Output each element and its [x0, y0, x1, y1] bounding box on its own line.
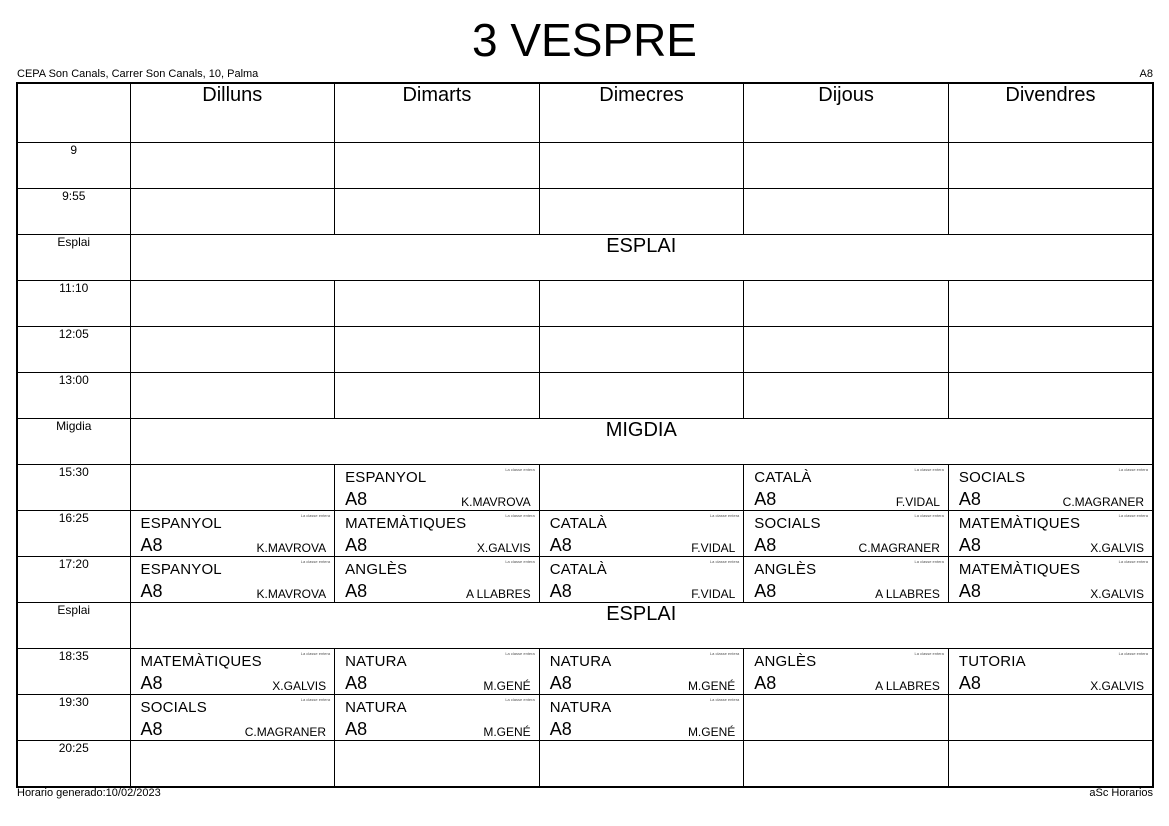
lesson-room: A8 — [549, 535, 572, 555]
lesson-room: A8 — [345, 673, 368, 693]
empty-cell — [948, 741, 1153, 788]
empty-cell — [539, 143, 744, 189]
lesson-cell — [335, 649, 540, 695]
empty-cell — [744, 189, 949, 235]
lesson-group: La classe entera — [1118, 651, 1148, 656]
empty-cell — [948, 695, 1153, 741]
lesson-subject: NATURA — [345, 653, 407, 670]
period-label: 12:05 — [17, 327, 130, 373]
lesson-room: A8 — [549, 581, 572, 601]
period-label: 19:30 — [17, 695, 130, 741]
period-label: 9:55 — [17, 189, 130, 235]
lesson-card — [540, 557, 744, 602]
lesson-teacher: K.MAVROVA — [461, 495, 531, 509]
lesson-room: A8 — [140, 535, 163, 555]
lesson-subject: NATURA — [549, 699, 612, 716]
lesson-card — [744, 465, 948, 510]
lesson-card — [335, 511, 539, 556]
lesson-subject: ANGLÈS — [345, 561, 408, 578]
empty-cell — [948, 281, 1153, 327]
timetable-header-row — [17, 83, 1153, 143]
lesson-cell — [948, 511, 1153, 557]
lesson-group: La classe entera — [914, 513, 944, 518]
lesson-teacher: F.VIDAL — [691, 541, 736, 555]
room-code: A8 — [1139, 68, 1153, 80]
empty-cell — [744, 741, 949, 788]
lesson-group: La classe entera — [709, 559, 740, 564]
lesson-group: La classe entera — [300, 697, 331, 702]
lesson-card — [949, 465, 1152, 510]
empty-cell — [744, 695, 949, 741]
empty-cell — [948, 373, 1153, 419]
lesson-teacher: C.MAGRANER — [1062, 495, 1144, 509]
lesson-cell — [539, 649, 744, 695]
lesson-card — [949, 649, 1152, 694]
lesson-cell — [539, 511, 744, 557]
lesson-group: La classe entera — [709, 651, 740, 656]
lesson-group: La classe entera — [505, 513, 535, 518]
lesson-room: A8 — [754, 673, 777, 693]
lesson-teacher: A LLABRES — [875, 587, 940, 601]
empty-cell — [744, 373, 949, 419]
lesson-room: A8 — [140, 719, 163, 739]
lesson-teacher: M.GENÉ — [687, 725, 736, 739]
lesson-group: La classe entera — [300, 651, 331, 656]
timetable-body — [17, 143, 1153, 788]
timetable-row — [17, 419, 1153, 465]
break-cell: MIGDIA — [130, 419, 1153, 465]
period-label: Migdia — [17, 419, 130, 465]
empty-cell — [130, 465, 335, 511]
lesson-card — [949, 557, 1152, 602]
empty-cell — [744, 143, 949, 189]
lesson-card — [540, 695, 744, 740]
lesson-cell — [948, 649, 1153, 695]
lesson-card — [335, 465, 539, 510]
software-credit: aSc Horarios — [1089, 787, 1153, 799]
period-label: 9 — [17, 143, 130, 189]
empty-cell — [335, 143, 540, 189]
timetable-row — [17, 327, 1153, 373]
lesson-subject: SOCIALS — [958, 469, 1026, 486]
lesson-subject: MATEMÀTIQUES — [958, 515, 1081, 532]
day-header: Dimecres — [539, 83, 744, 143]
lesson-card — [335, 557, 539, 602]
lesson-room: A8 — [754, 489, 777, 509]
lesson-teacher: X.GALVIS — [1090, 541, 1144, 555]
lesson-room: A8 — [140, 673, 163, 693]
lesson-room: A8 — [549, 719, 572, 739]
timetable-row — [17, 695, 1153, 741]
school-address: CEPA Son Canals, Carrer Son Canals, 10, Palma — [17, 68, 259, 80]
empty-cell — [539, 281, 744, 327]
timetable-row — [17, 235, 1153, 281]
generated-date: Horario generado:10/02/2023 — [17, 787, 161, 799]
day-header: Dimarts — [335, 83, 540, 143]
lesson-room: A8 — [549, 673, 572, 693]
lesson-subject: ESPANYOL — [140, 561, 222, 578]
timetable-row — [17, 649, 1153, 695]
lesson-subject: TUTORIA — [958, 653, 1026, 670]
lesson-room: A8 — [345, 535, 368, 555]
lesson-cell — [744, 649, 949, 695]
timetable-row — [17, 603, 1153, 649]
lesson-card — [131, 511, 335, 556]
lesson-cell — [539, 695, 744, 741]
empty-cell — [948, 189, 1153, 235]
lesson-subject: SOCIALS — [754, 515, 821, 532]
lesson-group: La classe entera — [1118, 513, 1148, 518]
lesson-teacher: M.GENÉ — [687, 679, 736, 693]
lesson-subject: MATEMÀTIQUES — [140, 653, 262, 670]
lesson-cell — [130, 511, 335, 557]
lesson-subject: CATALÀ — [549, 515, 608, 532]
lesson-cell — [335, 695, 540, 741]
empty-cell — [539, 465, 744, 511]
lesson-subject: CATALÀ — [754, 469, 812, 486]
lesson-room: A8 — [958, 535, 981, 555]
lesson-teacher: M.GENÉ — [483, 679, 531, 693]
lesson-cell — [335, 557, 540, 603]
lesson-group: La classe entera — [505, 467, 535, 472]
empty-cell — [539, 327, 744, 373]
lesson-teacher: A LLABRES — [875, 679, 940, 693]
period-label: 16:25 — [17, 511, 130, 557]
empty-cell — [130, 741, 335, 788]
lesson-group: La classe entera — [300, 559, 331, 564]
lesson-cell — [539, 557, 744, 603]
empty-cell — [130, 281, 335, 327]
timetable-row — [17, 557, 1153, 603]
lesson-room: A8 — [345, 581, 368, 601]
lesson-group: La classe entera — [709, 513, 740, 518]
lesson-teacher: F.VIDAL — [691, 587, 736, 601]
empty-cell — [539, 373, 744, 419]
lesson-card — [744, 649, 948, 694]
lesson-teacher: K.MAVROVA — [256, 587, 327, 601]
lesson-room: A8 — [958, 581, 981, 601]
lesson-card — [335, 649, 539, 694]
lesson-cell — [744, 465, 949, 511]
lesson-group: La classe entera — [914, 559, 944, 564]
period-label: 11:10 — [17, 281, 130, 327]
empty-cell — [335, 189, 540, 235]
break-cell: ESPLAI — [130, 235, 1153, 281]
timetable-row — [17, 741, 1153, 788]
lesson-subject: ESPANYOL — [140, 515, 222, 532]
lesson-cell — [130, 695, 335, 741]
lesson-subject: ANGLÈS — [754, 561, 817, 578]
timetable-row — [17, 281, 1153, 327]
lesson-group: La classe entera — [709, 697, 740, 702]
empty-cell — [335, 741, 540, 788]
lesson-room: A8 — [958, 673, 981, 693]
page-title: 3 VESPRE — [472, 14, 697, 66]
lesson-card — [949, 511, 1152, 556]
empty-cell — [335, 281, 540, 327]
empty-cell — [335, 373, 540, 419]
lesson-cell — [130, 649, 335, 695]
lesson-card — [131, 695, 335, 740]
lesson-cell — [744, 557, 949, 603]
lesson-cell — [948, 465, 1153, 511]
lesson-card — [131, 557, 335, 602]
lesson-room: A8 — [958, 489, 981, 509]
lesson-subject: CATALÀ — [549, 561, 608, 578]
lesson-group: La classe entera — [505, 697, 535, 702]
lesson-subject: MATEMÀTIQUES — [958, 561, 1081, 578]
lesson-cell — [744, 511, 949, 557]
lesson-room: A8 — [754, 535, 777, 555]
lesson-room: A8 — [345, 489, 368, 509]
empty-cell — [130, 189, 335, 235]
lesson-teacher: X.GALVIS — [1090, 679, 1144, 693]
lesson-room: A8 — [345, 719, 368, 739]
empty-cell — [948, 327, 1153, 373]
lesson-teacher: F.VIDAL — [895, 495, 940, 509]
empty-cell — [539, 189, 744, 235]
lesson-teacher: K.MAVROVA — [256, 541, 327, 555]
break-cell: ESPLAI — [130, 603, 1153, 649]
lesson-teacher: C.MAGRANER — [858, 541, 940, 555]
empty-cell — [335, 327, 540, 373]
corner-cell — [17, 83, 130, 143]
day-header: Dijous — [744, 83, 949, 143]
period-label: 13:00 — [17, 373, 130, 419]
lesson-room: A8 — [754, 581, 777, 601]
empty-cell — [948, 143, 1153, 189]
lesson-card — [744, 511, 948, 556]
lesson-cell — [335, 511, 540, 557]
lesson-card — [335, 695, 539, 740]
lesson-card — [131, 649, 335, 694]
lesson-cell — [335, 465, 540, 511]
lesson-group: La classe entera — [914, 651, 944, 656]
lesson-room: A8 — [140, 581, 163, 601]
period-label: Esplai — [17, 235, 130, 281]
lesson-teacher: C.MAGRANER — [244, 725, 327, 739]
lesson-group: La classe entera — [1118, 559, 1148, 564]
lesson-cell — [130, 557, 335, 603]
lesson-subject: ESPANYOL — [345, 469, 427, 486]
timetable-row — [17, 465, 1153, 511]
timetable-row — [17, 143, 1153, 189]
lesson-card — [744, 557, 948, 602]
timetable-row — [17, 373, 1153, 419]
lesson-subject: SOCIALS — [140, 699, 207, 716]
lesson-subject: ANGLÈS — [754, 653, 817, 670]
empty-cell — [130, 143, 335, 189]
empty-cell — [539, 741, 744, 788]
lesson-group: La classe entera — [505, 651, 535, 656]
lesson-cell — [948, 557, 1153, 603]
timetable-row — [17, 189, 1153, 235]
lesson-card — [540, 649, 744, 694]
lesson-teacher: A LLABRES — [465, 587, 531, 601]
lesson-teacher: X.GALVIS — [476, 541, 531, 555]
period-label: 17:20 — [17, 557, 130, 603]
lesson-subject: NATURA — [549, 653, 612, 670]
empty-cell — [744, 281, 949, 327]
lesson-group: La classe entera — [914, 467, 944, 472]
empty-cell — [130, 373, 335, 419]
period-label: Esplai — [17, 603, 130, 649]
lesson-subject: NATURA — [345, 699, 407, 716]
lesson-group: La classe entera — [1118, 467, 1148, 472]
day-header: Divendres — [948, 83, 1153, 143]
day-header: Dilluns — [130, 83, 335, 143]
empty-cell — [130, 327, 335, 373]
lesson-card — [540, 511, 744, 556]
lesson-teacher: X.GALVIS — [1090, 587, 1144, 601]
lesson-group: La classe entera — [505, 559, 535, 564]
period-label: 15:30 — [17, 465, 130, 511]
timetable — [16, 82, 1154, 788]
empty-cell — [744, 327, 949, 373]
timetable-row — [17, 511, 1153, 557]
lesson-subject: MATEMÀTIQUES — [345, 515, 467, 532]
lesson-teacher: X.GALVIS — [272, 679, 327, 693]
lesson-group: La classe entera — [300, 513, 331, 518]
period-label: 18:35 — [17, 649, 130, 695]
lesson-teacher: M.GENÉ — [483, 725, 531, 739]
period-label: 20:25 — [17, 741, 130, 788]
